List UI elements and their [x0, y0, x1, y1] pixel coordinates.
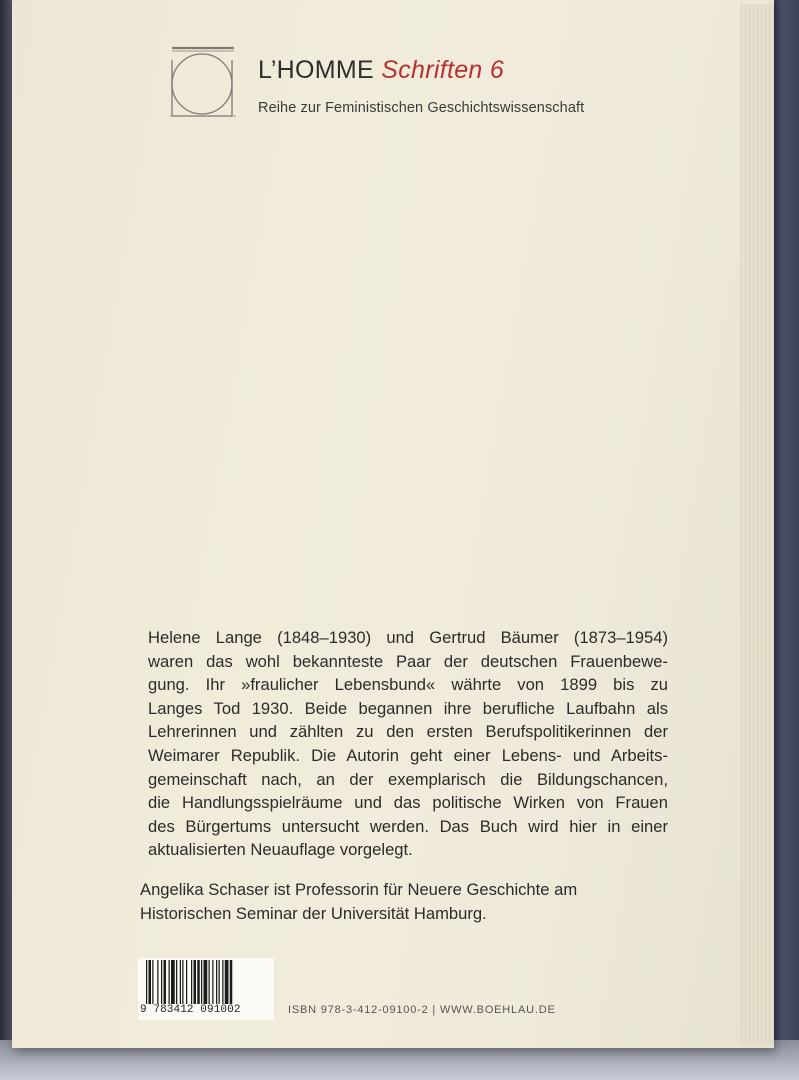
barcode-digits: 9 783412 091002: [140, 1004, 241, 1016]
blurb-line: die Handlungsspielräume und das politische Wirken von Frauen: [148, 793, 668, 813]
blurb-line: Lehrerinnen und zählten zu den ersten Berufspolitikerinnen der: [148, 722, 668, 742]
blurb-line: waren das wohl bekannteste Paar der deutschen Frauenbewe-: [148, 651, 668, 671]
author-note: [140, 878, 680, 926]
series-name: Schriften 6: [381, 56, 505, 84]
blurb-line: des Bürgertums untersucht werden. Das Buch wird hier in einer: [148, 816, 668, 836]
page-edge: [740, 4, 774, 1044]
background-right: [770, 0, 799, 1080]
blurb-line: Weimarer Republik. Die Autorin geht einer Lebens- und Arbeits-: [148, 745, 668, 765]
series-title: [258, 56, 504, 85]
blurb-line: gemeinschaft nach, an der exemplarisch die Bildungschancen,: [148, 769, 668, 789]
barcode-bars: [146, 960, 268, 1004]
series-logo-icon: [166, 44, 240, 120]
blurb-line: gung. Ihr »fraulicher Lebensbund« währte von 1899 bis zu: [148, 675, 668, 695]
blurb-text: [148, 626, 668, 862]
isbn-line: ISBN 978-3-412-09100-2 | WWW.BOEHLAU.DE: [288, 1004, 556, 1016]
blurb-line: Helene Lange (1848–1930) und Gertrud Bäumer (1873–1954): [148, 628, 668, 647]
blurb-line: Langes Tod 1930. Beide begannen ihre berufliche Laufbahn als: [148, 698, 668, 718]
blurb-line: aktualisierten Neuauflage vorgelegt.: [148, 840, 413, 860]
author-line: Angelika Schaser ist Professorin für Neuere Geschichte am: [140, 880, 578, 899]
series-subtitle: Reihe zur Feministischen Geschichtswissenschaft: [258, 100, 585, 116]
author-line: Historischen Seminar der Universität Hamburg.: [140, 904, 487, 923]
series-prefix: L’HOMME: [258, 56, 375, 84]
barcode: [138, 958, 274, 1020]
